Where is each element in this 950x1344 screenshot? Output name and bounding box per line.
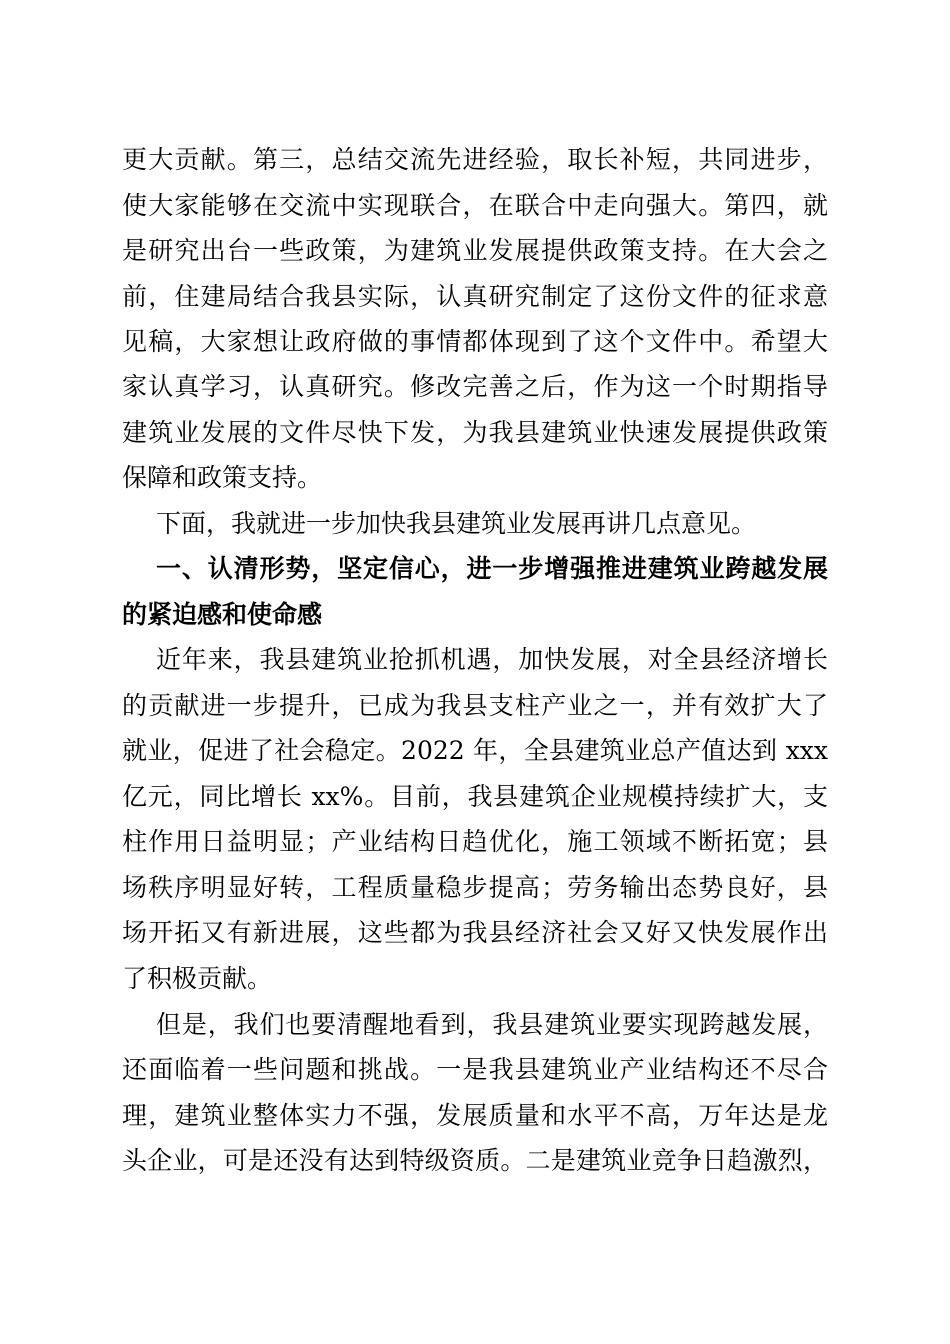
paragraph-line: 家认真学习，认真研究。修改完善之后，作为这一个时期指导 <box>122 372 828 401</box>
paragraph-line: 亿元，同比增长 xx%。目前，我县建筑企业规模持续扩大，支 <box>122 782 828 811</box>
paragraph-line: 见稿，大家想让政府做的事情都体现到了这个文件中。希望大 <box>122 327 828 356</box>
paragraph-line: 场开拓又有新进展，这些都为我县经济社会又好又快发展作出 <box>122 918 828 947</box>
paragraph-line: 保障和政策支持。 <box>122 463 323 492</box>
paragraph-line: 理，建筑业整体实力不强，发展质量和水平不高，万年达是龙 <box>122 1101 828 1130</box>
paragraph-line: 建筑业发展的文件尽快下发，为我县建筑业快速发展提供政策 <box>122 418 828 447</box>
paragraph-line: 更大贡献。第三，总结交流先进经验，取长补短，共同进步， <box>122 145 828 174</box>
paragraph-line: 下面，我就进一步加快我县建筑业发展再讲几点意见。 <box>156 509 757 538</box>
paragraph-line: 是研究出台一些政策，为建筑业发展提供政策支持。在大会之 <box>122 236 828 265</box>
paragraph-line: 的贡献进一步提升，已成为我县支柱产业之一，并有效扩大了 <box>122 691 828 720</box>
paragraph-line: 还面临着一些问题和挑战。一是我县建筑业产业结构还不尽合 <box>122 1055 828 1084</box>
paragraph-line: 前，住建局结合我县实际，认真研究制定了这份文件的征求意 <box>122 282 828 311</box>
paragraph-line: 使大家能够在交流中实现联合，在联合中走向强大。第四，就 <box>122 191 828 220</box>
paragraph-line: 头企业，可是还没有达到特级资质。二是建筑业竞争日趋激烈， <box>122 1146 828 1175</box>
paragraph-line: 场秩序明显好转，工程质量稳步提高；劳务输出态势良好，县 <box>122 873 828 902</box>
paragraph-line: 就业，促进了社会稳定。2022 年，全县建筑业总产值达到 xxx <box>122 736 828 765</box>
paragraph-line: 柱作用日益明显；产业结构日趋优化，施工领域不断拓宽；县 <box>122 827 828 856</box>
paragraph-line: 了积极贡献。 <box>122 964 273 993</box>
section-heading: 一、认清形势，坚定信心，进一步增强推进建筑业跨越发展 <box>156 554 828 583</box>
paragraph-line: 但是，我们也要清醒地看到，我县建筑业要实现跨越发展， <box>156 1010 828 1039</box>
section-heading: 的紧迫感和使命感 <box>122 600 323 629</box>
paragraph-line: 近年来，我县建筑业抢抓机遇，加快发展，对全县经济增长 <box>156 645 828 674</box>
